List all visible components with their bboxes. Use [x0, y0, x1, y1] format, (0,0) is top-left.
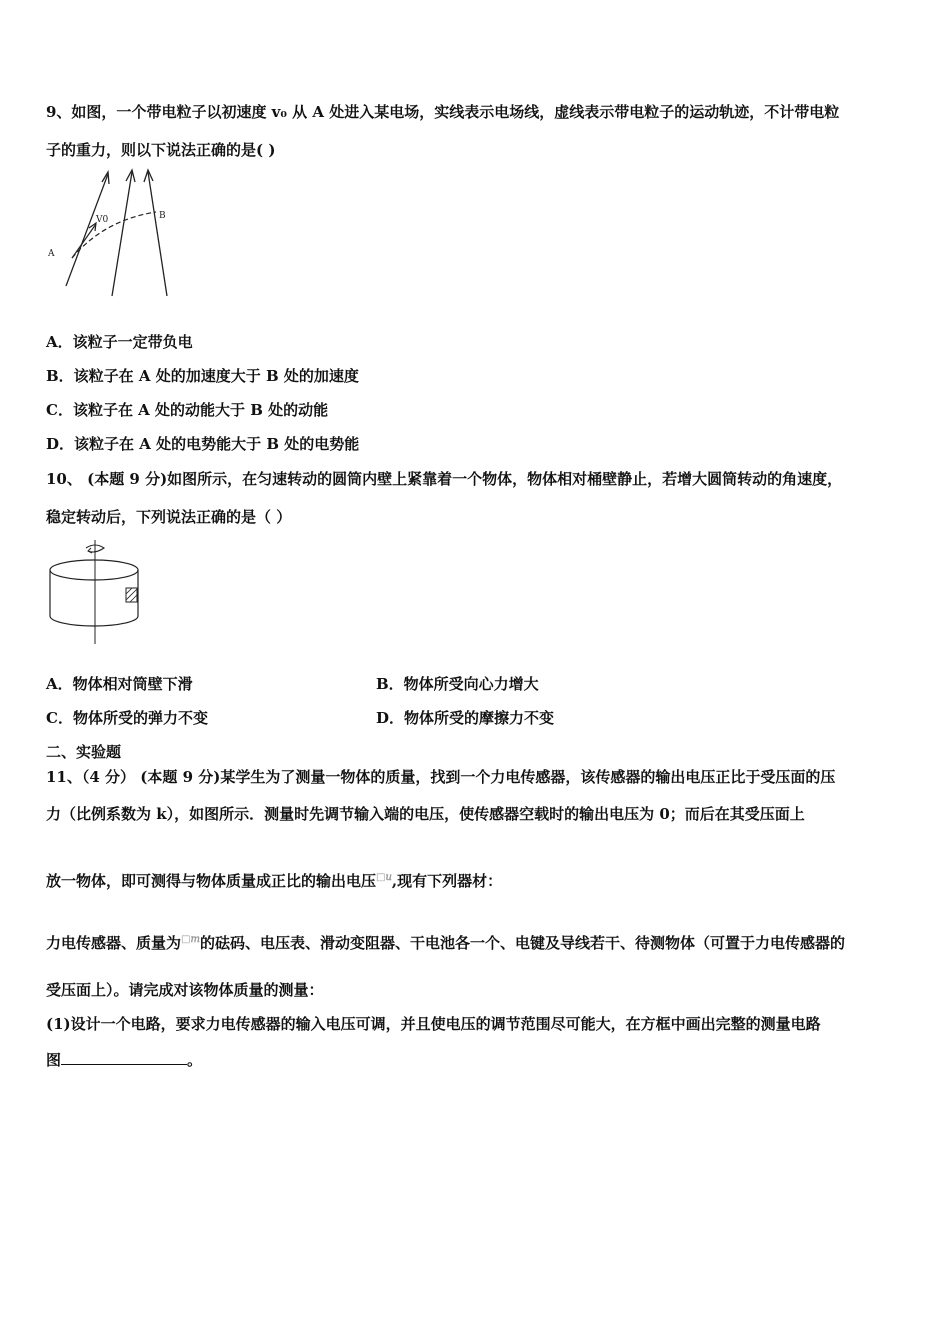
q9-stem-line2: 子的重力，则以下说法正确的是( ) — [46, 141, 276, 159]
q9-option-d[interactable]: D．该粒子在 A 处的电势能大于 B 处的电势能 — [46, 435, 360, 453]
q10-option-d[interactable]: D．物体所受的摩擦力不变 — [376, 709, 555, 727]
q10-option-a[interactable]: A．物体相对筒壁下滑 — [46, 675, 193, 693]
q11-line4-text-b: 的砝码、电压表、滑动变阻器、干电池各一个、电键及导线若干、待测物体（可置于力电传感器的 — [199, 934, 845, 952]
field-line-2 — [112, 172, 132, 296]
q11-line3-text-a: 放一物体，即可测得与物体质量成正比的输出电压 — [46, 872, 377, 890]
q10-option-b[interactable]: B．物体所受向心力增大 — [376, 675, 539, 693]
q9-option-b[interactable]: B．该粒子在 A 处的加速度大于 B 处的加速度 — [46, 367, 359, 385]
answer-blank[interactable] — [61, 1050, 187, 1065]
q9-stem-line1: 9、如图，一个带电粒子以初速度 v₀ 从 A 处进入某电场，实线表示电场线，虚线表示带电粒子的运动轨迹，不计带电粒 — [46, 103, 840, 121]
q11-stem-line1: 11、（4 分） (本题 9 分)某学生为了测量一物体的质量，找到一个力电传感器，该传感器的输出电压正比于受压面的压 — [46, 768, 836, 786]
missing-formula-icon: □𝑢 — [376, 872, 392, 883]
q9-option-c[interactable]: C．该粒子在 A 处的动能大于 B 处的动能 — [46, 401, 329, 419]
label-v0: V0 — [96, 215, 109, 225]
q11-stem-line5: 受压面上）。请完成对该物体质量的测量： — [46, 981, 324, 999]
q11-part1-line1: (1)设计一个电路，要求力电传感器的输入电压可调，并且使电压的调节范围尽可能大，在方框中画出完整的测量电路 — [46, 1015, 821, 1033]
q11-stem-line3 — [46, 868, 502, 891]
q10-rotating-cylinder-figure — [46, 538, 146, 646]
q10-stem-line2: 稳定转动后，下列说法正确的是（ ） — [46, 508, 292, 526]
section-title: 二、实验题 — [46, 743, 122, 761]
field-line-3 — [148, 172, 167, 296]
q11-stem-line2: 力（比例系数为 k），如图所示．测量时先调节输入端的电压，使传感器空载时的输出电压为 0；而后在其受压面上 — [46, 805, 805, 823]
missing-formula-icon: □𝑚 — [181, 934, 200, 945]
v0-arrow — [72, 224, 96, 258]
q11-part1-text-a: 图 — [46, 1051, 62, 1069]
q11-part1-line2 — [46, 1050, 202, 1070]
cylinder-top — [50, 560, 138, 580]
q9-option-a[interactable]: A．该粒子一定带负电 — [46, 333, 193, 351]
q11-line4-text-a: 力电传感器、质量为 — [46, 934, 182, 952]
q11-line3-text-b: ,现有下列器材： — [391, 872, 503, 890]
cylinder-bottom — [50, 616, 138, 626]
field-line-1 — [66, 174, 108, 286]
q11-stem-line4 — [46, 930, 845, 953]
label-b: B — [159, 211, 166, 221]
q10-stem-line1: 10、 (本题 9 分)如图所示，在匀速转动的圆筒内壁上紧靠着一个物体，物体相对桶壁静止，若增大圆筒转动的角速度， — [46, 470, 843, 488]
q10-option-c[interactable]: C．物体所受的弹力不变 — [46, 709, 208, 727]
q9-electric-field-figure — [44, 168, 184, 300]
label-a: A — [48, 249, 55, 259]
q11-part1-text-b: 。 — [187, 1051, 203, 1069]
